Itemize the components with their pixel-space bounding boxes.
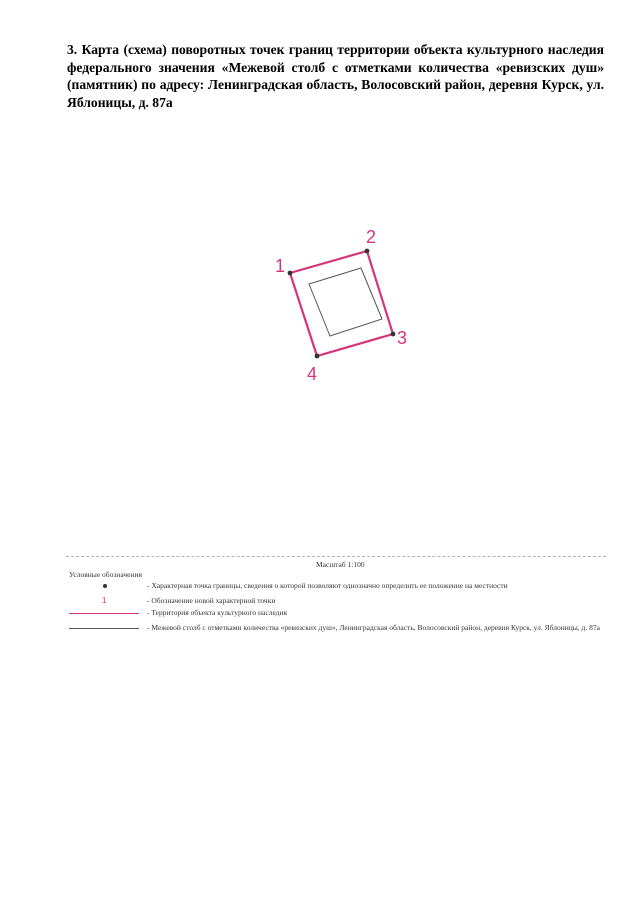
boundary-point-3 xyxy=(391,332,396,337)
point-number-icon: 1 xyxy=(102,596,107,605)
heritage-territory-boundary xyxy=(290,251,393,356)
point-label-2: 2 xyxy=(366,227,377,247)
legend-item-point xyxy=(69,581,609,595)
territory-line-icon xyxy=(69,613,139,614)
point-label-4: 4 xyxy=(307,364,318,384)
legend-title: Условные обозначения xyxy=(69,570,142,579)
legend-item-monument xyxy=(69,623,609,645)
legend-item-text: - Обозначение новой характерной точки xyxy=(147,596,276,605)
scale-divider xyxy=(66,556,606,557)
boundary-point-1 xyxy=(288,271,293,276)
scale-label: Масштаб 1:100 xyxy=(316,560,365,569)
monument-outline xyxy=(309,268,382,336)
legend-number-symbol xyxy=(69,596,139,608)
monument-line-icon xyxy=(69,628,139,629)
boundary-point-2 xyxy=(365,249,370,254)
legend-gray-line-symbol xyxy=(69,623,139,635)
page-heading: 3. Карта (схема) поворотных точек границ территории объекта культурного наследия федерального значения «Межевой столб с отметками количества «ревизских душ» (памятник) по адресу: Ленинградская область, Волосовский район, деревня Курск, ул. Яблоницы, д. 87а xyxy=(67,42,604,110)
point-label-3: 3 xyxy=(397,328,408,348)
point-dot-icon xyxy=(103,584,107,588)
legend-item-text: - Территория объекта культурного наследия xyxy=(147,608,287,617)
legend-item-text: - Межевой столб с отметками количества «ревизских душ», Ленинградская область, Волосовский район, деревня Курск, ул. Яблоницы, д. 87а xyxy=(147,623,600,632)
legend-dot-symbol xyxy=(69,581,139,593)
boundary-point-4 xyxy=(315,354,320,359)
legend-item-text: - Характерная точка границы, сведения о которой позволяют однозначно определить ее положение на местности xyxy=(147,581,508,590)
legend-pink-line-symbol xyxy=(69,608,139,620)
point-label-1: 1 xyxy=(275,256,286,276)
legend-item-territory xyxy=(69,608,609,622)
